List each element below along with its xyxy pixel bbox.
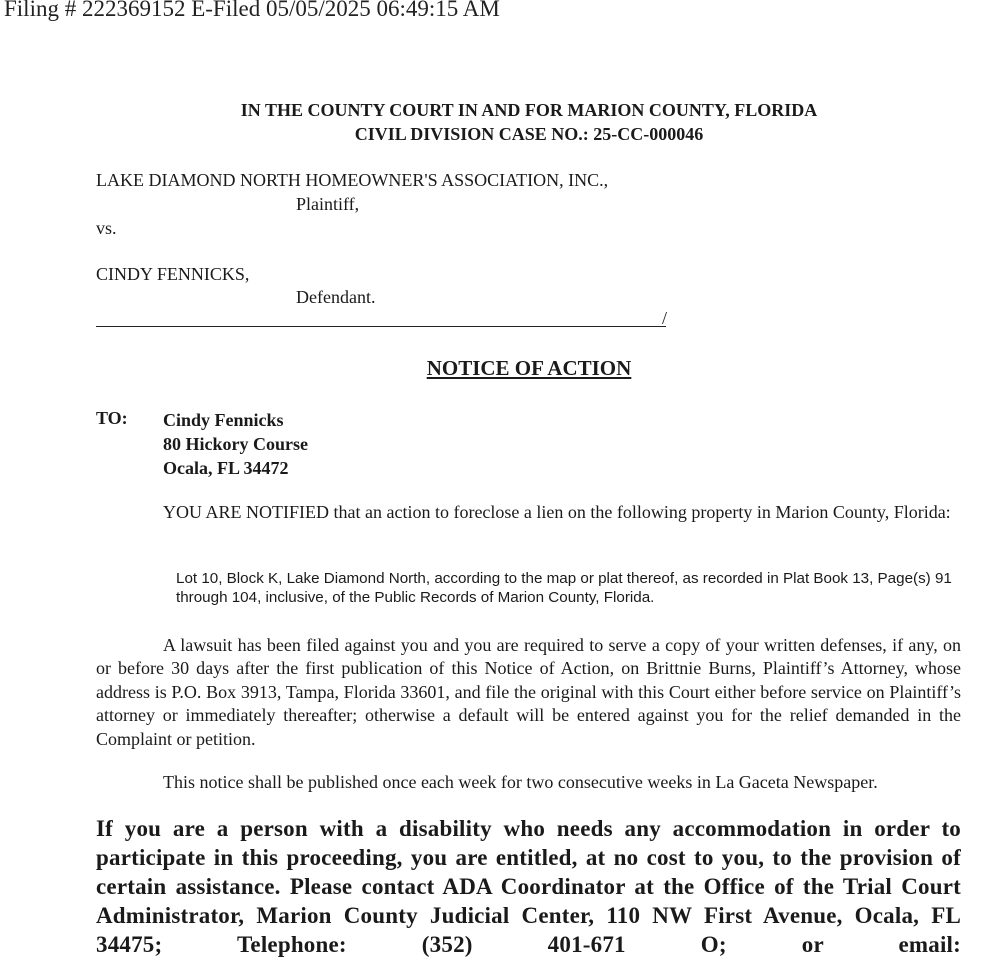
lawsuit-paragraph: A lawsuit has been filed against you and you are required to serve a copy of your written defenses, if any, on or before 30 days after the first publication of this Notice of Action, on Brittnie Burns, Plaintiff’s Attorney, whose address is P.O. Box 3913, Tampa, Florida 33601, and file the original with this Court either before service on Plaintiff’s attorney or immediately thereafter; otherwise a default will be entered against you for the relief demanded in the Complaint or petition.	[96, 635, 961, 749]
document-title: NOTICE OF ACTION	[426, 356, 632, 380]
ada-notice: If you are a person with a disability who needs any accommodation in order to participate in this proceeding, you are entitled, at no cost to you, to the provision of certain assistance. Please contact ADA Coordinator at the Office of the Trial Court Administrator, Marion County Judicial Center, 110 NW First Avenue, Ocala, FL 34475; Telephone: (352) 401-671 O; or email:	[96, 816, 961, 957]
legal-description: Lot 10, Block K, Lake Diamond North, according to the map or plat thereof, as recorded in Plat Book 13, Page(s) 91 through 104, inclusive, of the Public Records of Marion County, Florida.	[176, 570, 952, 606]
recipient-name: Cindy Fennicks	[163, 410, 284, 430]
defendant-label: Defendant.	[296, 287, 376, 307]
court-heading: IN THE COUNTY COURT IN AND FOR MARION COUNTY, FLORIDA	[240, 100, 818, 120]
defendant-name: CINDY FENNICKS,	[96, 264, 250, 284]
plaintiff-name: LAKE DIAMOND NORTH HOMEOWNER'S ASSOCIATION, INC.,	[96, 170, 609, 190]
recipient-address	[163, 408, 308, 480]
caption-slash: /	[662, 308, 668, 328]
publication-paragraph: This notice shall be published once each week for two consecutive weeks in La Gaceta Newspaper.	[163, 772, 878, 792]
plaintiff-label: Plaintiff,	[296, 194, 360, 214]
filing-header: Filing # 222369152 E-Filed 05/05/2025 06:49:15 AM	[4, 0, 500, 21]
caption-divider	[96, 326, 666, 327]
recipient-city: Ocala, FL 34472	[163, 458, 289, 478]
recipient-street: 80 Hickory Course	[163, 434, 308, 454]
case-number-heading: CIVIL DIVISION CASE NO.: 25-CC-000046	[354, 124, 704, 144]
notice-paragraph: YOU ARE NOTIFIED that an action to foreclose a lien on the following property in Marion County, Florida:	[163, 502, 951, 522]
versus-label: vs.	[96, 218, 117, 238]
to-label: TO:	[96, 408, 128, 428]
